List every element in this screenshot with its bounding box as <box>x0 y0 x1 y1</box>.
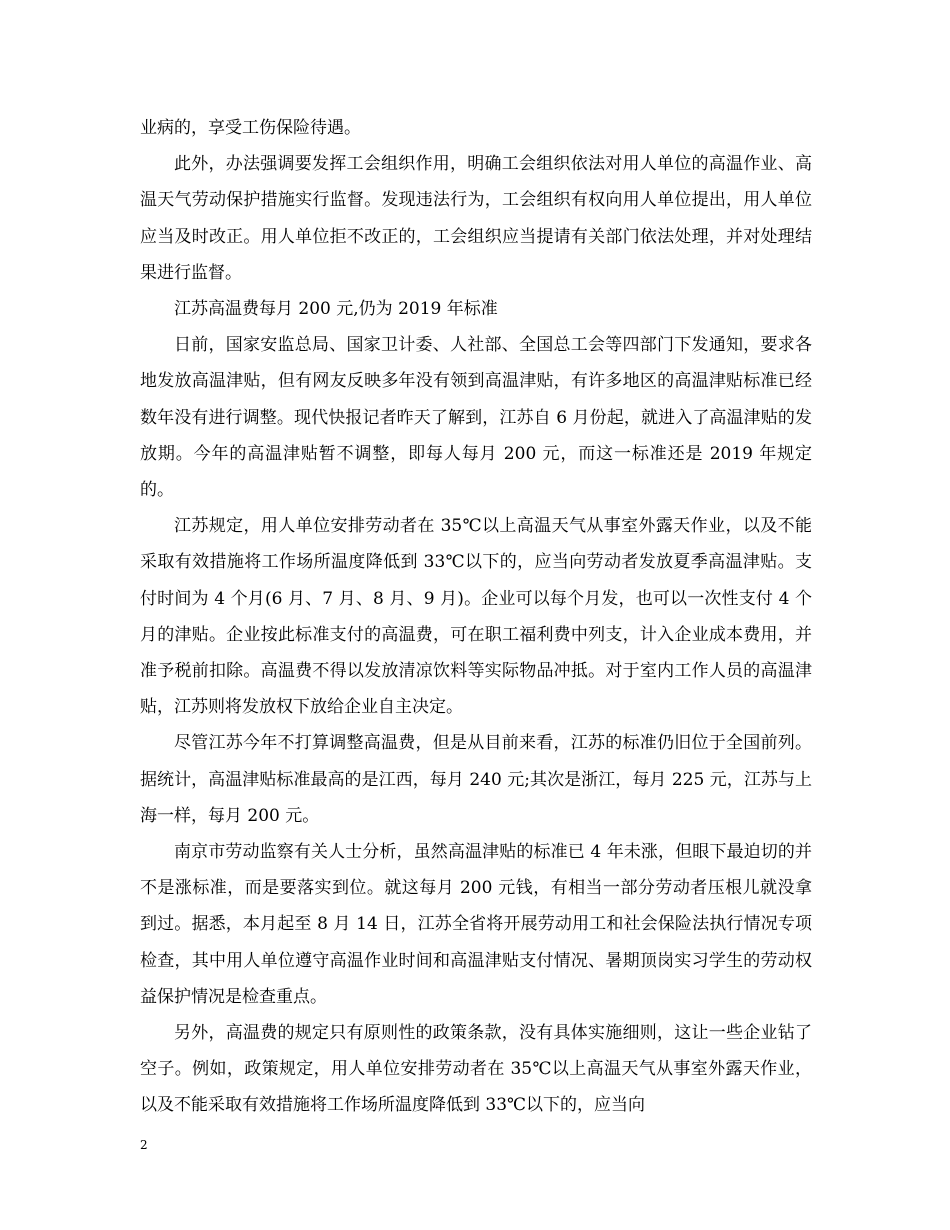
paragraph-jiangsu-rules: 江苏规定，用人单位安排劳动者在 35℃以上高温天气从事室外露天作业，以及不能采取有效措施将工作场所温度降低到 33℃以下的，应当向劳动者发放夏季高温津贴。支付时间为 4 个月(6 月、7 月、8 月、9 月)。企业可以每个月发，也可以一次性支付 4 个月的津贴。企业按此标准支付的高温费，可在职工福利费中列支，计入企业成本费用，并准予税前扣除。高温费不得以发放清凉饮料等实际物品冲抵。对于室内工作人员的高温津贴，江苏则将发放权下放给企业自主决定。 <box>140 516 812 718</box>
section-heading-jiangsu-allowance: 江苏高温费每月 200 元,仍为 2019 年标准 <box>174 299 498 320</box>
paragraph-union-supervision: 此外，办法强调要发挥工会组织作用，明确工会组织依法对用人单位的高温作业、高温天气劳动保护措施实行监督。发现违法行为，工会组织有权向用人单位提出，用人单位应当及时改正。用人单位拒不改正的，工会组织应当提请有关部门依法处理，并对处理结果进行监督。 <box>140 154 812 283</box>
paragraph-continuation: 业病的，享受工伤保险待遇。 <box>140 118 361 138</box>
document-body <box>140 110 812 1124</box>
paragraph-notice: 日前，国家安监总局、国家卫计委、人社部、全国总工会等四部门下发通知，要求各地发放高温津贴，但有网友反映多年没有领到高温津贴，有许多地区的高温津贴标准已经数年没有进行调整。现代快报记者昨天了解到，江苏自 6 月份起，就进入了高温津贴的发放期。今年的高温津贴暂不调整，即每人每月 200 元，而这一标准还是 2019 年规定的。 <box>140 335 812 501</box>
page-number: 2 <box>140 1138 148 1152</box>
paragraph-national-ranking: 尽管江苏今年不打算调整高温费，但是从目前来看，江苏的标准仍旧位于全国前列。据统计，高温津贴标准最高的是江西，每月 240 元;其次是浙江，每月 225 元，江苏与上海一样，每月 200 元。 <box>140 733 812 826</box>
paragraph-labor-inspection: 南京市劳动监察有关人士分析，虽然高温津贴的标准已 4 年未涨，但眼下最迫切的并不是涨标准，而是要落实到位。就这每月 200 元钱，有相当一部分劳动者压根儿就没拿到过。据悉，本月起至 8 月 14 日，江苏全省将开展劳动用工和社会保险法执行情况专项检查，其中用人单位遵守高温作业时间和高温津贴支付情况、暑期顶岗实习学生的劳动权益保护情况是检查重点。 <box>140 842 812 1007</box>
paragraph-policy-loophole: 另外，高温费的规定只有原则性的政策条款，没有具体实施细则，这让一些企业钻了空子。例如，政策规定，用人单位安排劳动者在 35℃以上高温天气从事室外露天作业，以及不能采取有效措施将工作场所温度降低到 33℃以下的，应当向 <box>140 1023 812 1116</box>
